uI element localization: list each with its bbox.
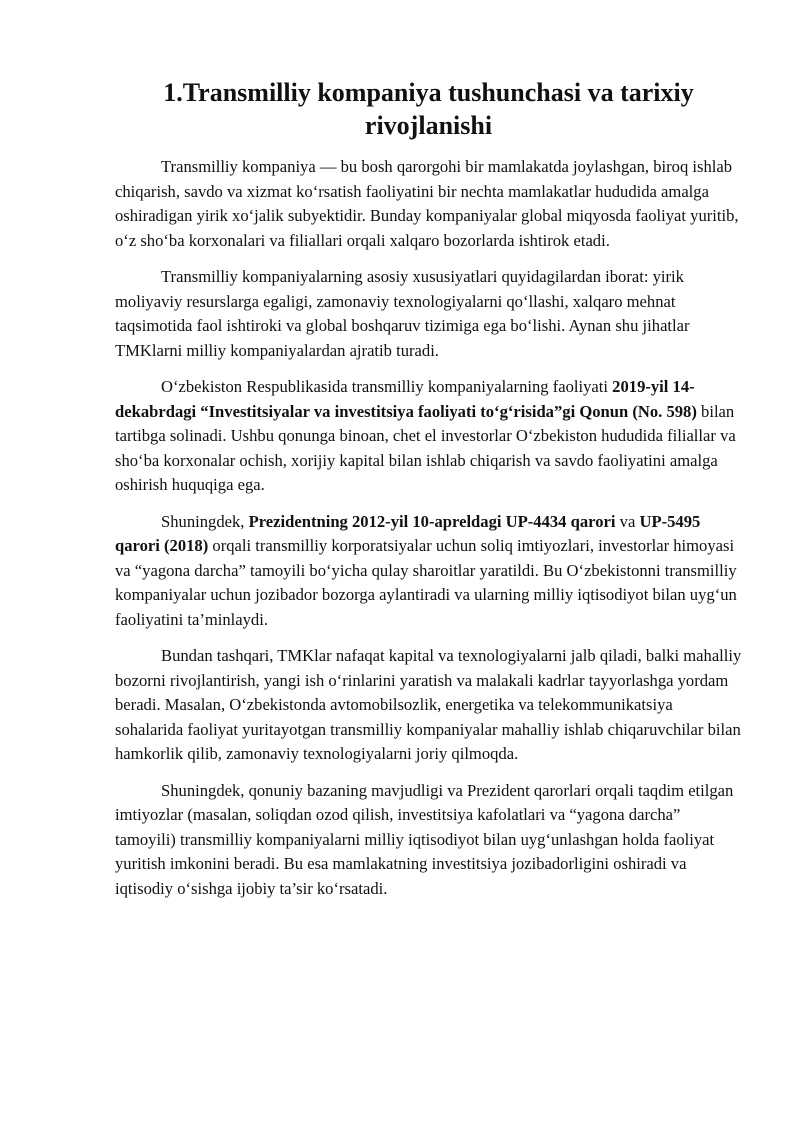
paragraph-features: Transmilliy kompaniyalarning asosiy xususiyatlari quyidagilardan iborat: yirik moliyaviy resurslarga egaligi, zamonaviy texnologiyalarni qo‘llashi, xalqaro mehnat taqsimotida faol ishtiroki va global boshqaruv tizimiga ega bo‘lishi. Aynan shu jihatlar TMKlarni milliy kompaniyalardan ajratib turadi. [115,267,690,360]
decree-reference-up4434: Prezidentning 2012-yil 10-apreldagi UP-4434 qarori [248,511,616,531]
document-page [115,0,742,913]
paragraph-text: bilan tartibga solinadi. Ushbu qonunga binoan, chet el investorlar O‘zbekiston hududida filiallar va sho‘ba korxonalar ochish, xorijiy kapital bilan ishlab chiqarish va savdo faoliyatini amalga oshirish huquqiga ega. [115,401,736,494]
paragraph-conclusion: Shuningdek, qonuniy bazaning mavjudligi va Prezident qarorlari orqali taqdim etilgan imtiyozlar (masalan, soliqdan ozod qilish, investitsiya kafolatlari va “yagona darcha” tamoyili) transmilliy kompaniyalarni milliy iqtisodiyot bilan uyg‘unlashgan holda faoliyat yuritish imkonini beradi. Bu esa mamlakatning investitsiya jozibadorligini oshiradi va iqtisodiy o‘sishga ijobiy ta’sir ko‘rsatadi. [115,780,734,898]
paragraph-text: O‘zbekiston Respublikasida transmilliy kompaniyalarning faoliyati [161,377,613,396]
document-title: 1.Transmilliy kompaniya tushunchasi va tarixiy rivojlanishi [163,78,694,140]
paragraph-law [115,375,742,498]
paragraph-text: Shuningdek, [161,511,249,531]
paragraph-text: va [615,511,640,531]
law-reference: 2019-yil 14-dekabrdagi “Investitsiyalar va investitsiya faoliyati to‘g‘risida”gi Qonun (No. 598) [115,377,697,421]
decree-reference-up5495: UP-5495 qarori (2018) [115,511,701,555]
paragraph-definition: Transmilliy kompaniya — bu bosh qarorgohi bir mamlakatda joylashgan, biroq ishlab chiqarish, savdo va xizmat ko‘rsatish faoliyatini bir nechta mamlakatlar hududida amalga oshiradigan yirik xo‘jalik subyektidir. Bunday kompaniyalar global miqyosda faoliyat yuritib, o‘z sho‘ba korxonalari va filiallari orqali xalqaro bozorlarda ishtirok etadi. [115,157,739,250]
paragraph-benefits: Bundan tashqari, TMKlar nafaqat kapital va texnologiyalarni jalb qiladi, balki mahalliy bozorni rivojlantirish, yangi ish o‘rinlarini yaratish va malakali kadrlar tayyorlashga yordam beradi. Masalan, O‘zbekistonda avtomobilsozlik, energetika va telekommunikatsiya sohalarida faoliyat yuritayotgan transmilliy kompaniyalar mahalliy ishlab chiqaruvchilar bilan hamkorlik qilib, zamonaviy texnologiyalarni joriy qilmoqda. [115,646,742,763]
paragraph-text: orqali transmilliy korporatsiyalar uchun soliq imtiyozlari, investorlar himoyasi va “yagona darcha” tamoyili bo‘yicha qulay sharoitlar yaratildi. Bu O‘zbekistonni transmilliy kompaniyalar uchun jozibador bozorga aylantiradi va ularning milliy iqtisodiyot bilan uyg‘un faoliyatini ta’minlaydi. [115,536,737,629]
paragraph-decrees [115,510,742,633]
